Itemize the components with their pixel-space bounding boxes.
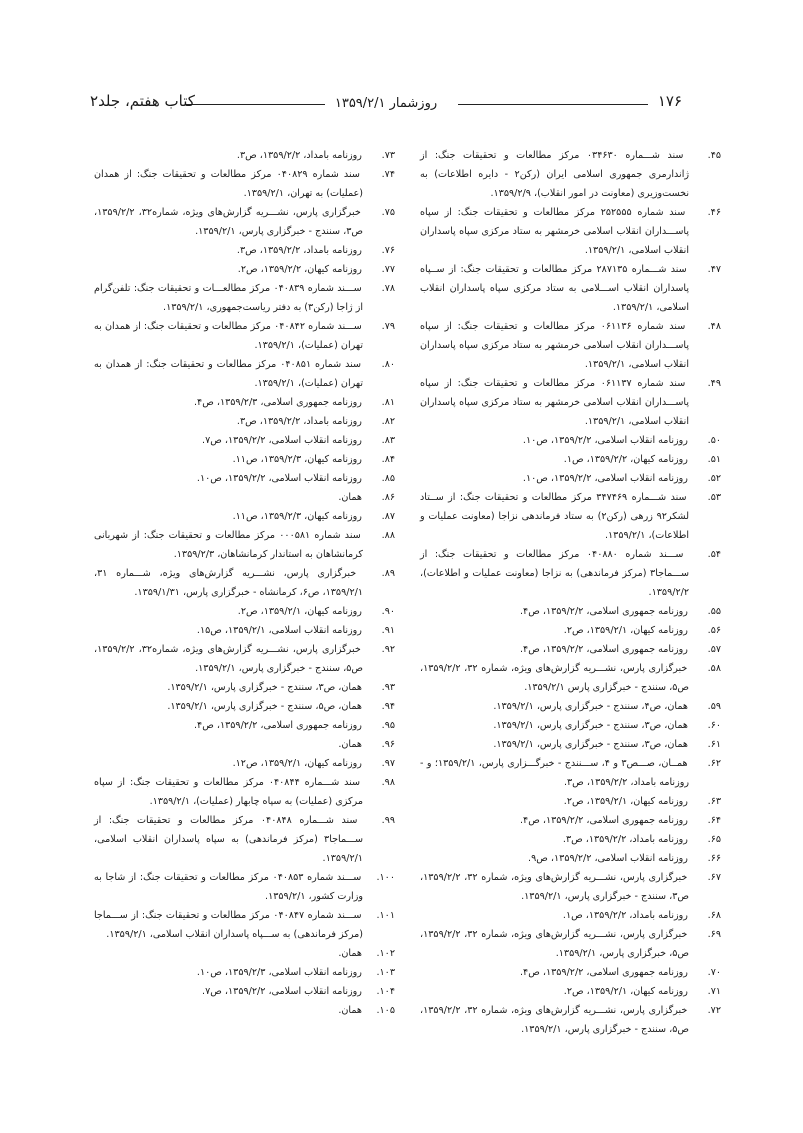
footnote [94,526,395,564]
footnote-text: روزنامه بامداد، ۱۳۵۹/۲/۲، ص۱. [562,910,688,921]
header-rule-left [185,104,325,105]
footnote [94,564,395,602]
footnote-text: همان، ص۴، سنندج - خبرگزاری پارس، ۱۳۵۹/۲/۱. [493,701,688,712]
footnote-number: ۶۵. [707,834,721,845]
footnote-text: روزنامه بامداد، ۱۳۵۹/۲/۲، ص۳. [236,150,362,161]
footnote [420,469,721,488]
footnote-text: همان. [338,492,362,503]
footnote-text: روزنامه انقلاب اسلامی، ۱۳۵۹/۲/۱، ص۱۵. [196,625,362,636]
footnote-number: ۹۱. [381,625,395,636]
footnote-text: روزنامه کیهان، ۱۳۵۹/۲/۱، ص۲. [563,986,688,997]
footnote-text: روزنامه انقلاب اسلامی، ۱۳۵۹/۲/۲، ص۱۰. [196,473,362,484]
footnote-text: روزنامه کیهان، ۱۳۵۹/۲/۲، ص۱. [563,454,688,465]
page-number: ۱۷۶ [657,92,682,110]
footnote-number: ۷۰. [707,967,721,978]
footnote-text: همان. [338,739,362,750]
footnote-text: همان، ص۳، سنندج - خبرگزاری پارس، ۱۳۵۹/۲/۱. [493,720,688,731]
footnote-text: سند شماره ۰۶۱۱۳۷ مرکز مطالعات و تحقیقات جنگ: از سپاه پاســـداران انقلاب اسلامی خرمشهر به ستاد مرکزی سپاه پاسداران انقلاب اسلامی، ۱۳۵۹/۲/۱. [420,378,689,427]
footnote [94,146,395,165]
footnote-number: ۷۴. [381,169,395,180]
footnote-text: سند شـــماره ۳۴۷۴۶۹ مرکز مطالعات و تحقیقات جنگ: از ســتاد لشکر۹۲ زرهی (رکن۲) به ستاد فرماندهی نزاجا (معاونت عملیات و اطلاعات)، ۱۳۵۹/۲/۱. [420,492,689,541]
footnote-text: ســـند شماره ۰۴۰۸۳۹ مرکز مطالعـــات و تحقیقات جنگ: تلفن‌گرام از ژاجا (رکن۳) به دفتر ریاست‌جمهوری، ۱۳۵۹/۲/۱. [94,283,363,313]
footnote-text: سند شـــماره ۰۳۴۶۳۰ مرکز مطالعات و تحقیقات جنگ: از ژاندارمری جمهوری اسلامی ایران (رکن۲ - دایره اطلاعات) به نخست‌وزیری (معاونت در امور انقلاب)، ۱۳۵۹/۲/۹. [420,150,689,199]
footnote-number: ۹۲. [381,644,395,655]
footnote-number: ۴۵. [707,150,721,161]
footnote [420,811,721,830]
footnote [94,716,395,735]
footnote-text: روزنامه انقلاب اسلامی، ۱۳۵۹/۲/۲، ص۷. [202,435,362,446]
footnote-number: ۶۷. [707,872,721,883]
footnote-number: ۹۴. [381,701,395,712]
footnote-number: ۱۰۰. [376,872,395,883]
footnote [94,678,395,697]
footnote-text: روزنامه انقلاب اسلامی، ۱۳۵۹/۲/۲، ص۹. [528,853,688,864]
footnote-number: ۴۶. [707,207,721,218]
footnote-number: ۹۳. [381,682,395,693]
footnote-number: ۷۶. [381,245,395,256]
footnote-number: ۷۷. [381,264,395,275]
footnote-text: روزنامه کیهان، ۱۳۵۹/۲/۱، ص۲. [563,796,688,807]
footnote [420,868,721,906]
footnote-text: روزنامه انقلاب اسلامی، ۱۳۵۹/۲/۲، ص۷. [202,986,362,997]
footnote [94,431,395,450]
footnote-text: سند شماره ۰۴۰۸۲۹ مرکز مطالعات و تحقیقات جنگ: از همدان (عملیات) به تهران، ۱۳۵۹/۲/۱. [94,169,363,199]
footnote [94,773,395,811]
footnote-number: ۸۷. [381,511,395,522]
footnote-number: ۸۲. [381,416,395,427]
footnote-text: سند شماره ۲۵۲۵۵۵ مرکز مطالعات و تحقیقات جنگ: از سپاه پاســـداران انقلاب اسلامی خرمشهر به ستاد مرکزی سپاه پاسداران انقلاب اسلامی، ۱۳۵۹/۲/۱. [420,207,689,256]
notes-column-right [420,146,721,1039]
footnote-text: همان. [338,948,362,959]
footnote [94,640,395,678]
footnote [420,545,721,602]
footnote-number: ۴۹. [707,378,721,389]
footnote [420,374,721,431]
footnote [94,602,395,621]
footnote-number: ۷۲. [707,1005,721,1016]
footnote-text: همان. [338,1005,362,1016]
footnote-text: سند شماره ۰۴۰۸۵۱ مرکز مطالعات و تحقیقات جنگ: از همدان به تهران (عملیات)، ۱۳۵۹/۲/۱. [94,359,363,389]
footnote-number: ۶۲. [707,758,721,769]
footnote [420,203,721,260]
footnote-text: ســـند شماره ۰۴۰۸۵۳ مرکز مطالعات و تحقیقات جنگ: از شاجا به وزارت کشور، ۱۳۵۹/۲/۱. [94,872,363,902]
footnote-number: ۷۳. [381,150,395,161]
footnote [420,754,721,792]
footnote [420,488,721,545]
footnote-text: همــان، صـــص۳ و ۴، ســـنندج - خبرگـــزاری پارس، ۱۳۵۹/۲/۱؛ و - روزنامه بامداد، ۱۳۵۹/۲/۲، ص۳. [420,758,689,788]
footnote-number: ۵۸. [707,663,721,674]
footnote-number: ۵۹. [707,701,721,712]
footnote [94,906,395,944]
footnote-number: ۵۴. [707,549,721,560]
footnote-text: روزنامه کیهان، ۱۳۵۹/۲/۱، ص۱۲. [232,758,362,769]
footnote-number: ۶۸. [707,910,721,921]
footnote-number: ۸۶. [381,492,395,503]
footnote-number: ۴۸. [707,321,721,332]
footnote-number: ۱۰۳. [376,967,395,978]
footnote [94,355,395,393]
footnote-text: روزنامه انقلاب اسلامی، ۱۳۵۹/۲/۳، ص۱۰. [196,967,362,978]
footnote-number: ۷۸. [381,283,395,294]
footnote-text: سند شماره ۰۰۰۵۸۱ مرکز مطالعات و تحقیقات جنگ: از شهربانی کرمانشاهان به استاندار کرمانشاهان، ۱۳۵۹/۲/۳. [94,530,363,560]
footnote-text: روزنامه جمهوری اسلامی، ۱۳۵۹/۲/۲، ص۴. [193,720,362,731]
footnote-text: روزنامه کیهان، ۱۳۵۹/۲/۳، ص۱۱. [232,511,362,522]
footnote-text: سند شـــماره ۰۴۰۸۴۴ مرکز مطالعات و تحقیقات جنگ: از سپاه مرکزی (عملیات) به سپاه چابهار (عملیات)، ۱۳۵۹/۲/۱. [94,777,363,807]
footnote [420,317,721,374]
footnote-text: روزنامه جمهوری اسلامی، ۱۳۵۹/۲/۲، ص۴. [519,606,688,617]
footnote [420,602,721,621]
footnote [94,735,395,754]
footnote [420,431,721,450]
footnote-number: ۸۳. [381,435,395,446]
date-label: روزشمار ۱۳۵۹/۲/۱ [327,96,445,111]
footnote [420,640,721,659]
footnote-number: ۷۱. [707,986,721,997]
footnote [94,450,395,469]
footnote [420,925,721,963]
footnote-number: ۷۹. [381,321,395,332]
footnote [94,469,395,488]
footnote [420,830,721,849]
footnote-text: همان، ص۵، سنندج - خبرگزاری پارس، ۱۳۵۹/۲/۱. [167,701,362,712]
footnote-number: ۹۸. [381,777,395,788]
footnote-number: ۱۰۲. [376,948,395,959]
footnote [420,963,721,982]
footnote-number: ۱۰۵. [376,1005,395,1016]
footnote [94,982,395,1001]
notes-column-left [94,146,395,1020]
footnote [94,203,395,241]
footnote-number: ۸۱. [381,397,395,408]
footnote-text: سند شـــماره ۰۴۰۸۴۸ مرکز مطالعات و تحقیقات جنگ: از ســـماجا۳ (مرکز فرماندهی) به سپاه پاسداران انقلاب اسلامی، ۱۳۵۹/۲/۱. [94,815,363,864]
footnote-text: سند شماره ۰۶۱۱۳۶ مرکز مطالعات و تحقیقات جنگ: از سپاه پاســـداران انقلاب اسلامی خرمشهر به ستاد مرکزی سپاه پاسداران انقلاب اسلامی، ۱۳۵۹/۲/۱. [420,321,689,370]
footnote-number: ۱۰۱. [376,910,395,921]
footnote [420,849,721,868]
footnote-number: ۵۲. [707,473,721,484]
footnote [94,944,395,963]
footnote-text: همان، ص۳، سنندج - خبرگزاری پارس، ۱۳۵۹/۲/۱. [493,739,688,750]
footnote-number: ۸۴. [381,454,395,465]
footnote [420,735,721,754]
footnote-number: ۸۸. [381,530,395,541]
footnote-text: روزنامه انقلاب اسلامی، ۱۳۵۹/۲/۲، ص۱۰. [522,473,688,484]
footnote [94,279,395,317]
footnote [420,659,721,697]
footnote-number: ۵۷. [707,644,721,655]
footnote-text: ســـند شماره ۰۴۰۸۴۷ مرکز مطالعات و تحقیقات جنگ: از ســـماجا (مرکز فرماندهی) به ســـپاه پاسداران انقلاب اسلامی، ۱۳۵۹/۲/۱. [94,910,363,940]
footnote [94,412,395,431]
footnote-text: خبرگزاری پارس، نشـــریه گزارش‌های ویژه، شـــماره ۳۱، ۱۳۵۹/۲/۱، ص۶، کرمانشاه - خبرگزاری پارس، ۱۳۵۹/۱/۳۱. [94,568,363,598]
footnote-text: خبرگزاری پارس، نشـــریه گزارش‌های ویژه، شماره ۳۲، ۱۳۵۹/۲/۲، ص۵، سنندج - خبرگزاری پارس، ۱۳۵۹/۲/۱. [420,1005,689,1035]
footnote-number: ۶۳. [707,796,721,807]
footnote [94,260,395,279]
footnote [94,1001,395,1020]
footnote [420,697,721,716]
footnote-text: خبرگزاری پارس، نشـــریه گزارش‌های ویژه، شماره ۳۲، ۱۳۵۹/۲/۲، ص۵، سنندج - خبرگزاری پارس ۱۳۵۹/۲/۱. [420,663,689,693]
footnote-text: روزنامه جمهوری اسلامی، ۱۳۵۹/۲/۳، ص۴. [193,397,362,408]
footnote-number: ۶۴. [707,815,721,826]
footnote-text: روزنامه بامداد، ۱۳۵۹/۲/۲، ص۳. [236,245,362,256]
footnote-text: همان، ص۳، سنندج - خبرگزاری پارس، ۱۳۵۹/۲/۱. [167,682,362,693]
footnote [420,982,721,1001]
footnote [94,488,395,507]
footnote-text: روزنامه کیهان، ۱۳۵۹/۲/۲، ص۲. [237,264,362,275]
footnote-number: ۵۱. [707,454,721,465]
footnote-text: روزنامه کیهان، ۱۳۵۹/۲/۱، ص۲. [563,625,688,636]
footnote-number: ۸۹. [381,568,395,579]
footnote [94,621,395,640]
footnote-text: روزنامه کیهان، ۱۳۵۹/۲/۳، ص۱۱. [232,454,362,465]
footnote-number: ۶۶. [707,853,721,864]
footnote-number: ۵۳. [707,492,721,503]
footnote [94,697,395,716]
footnote [94,165,395,203]
footnote-text: خبرگزاری پارس، نشـــریه گزارش‌های ویژه، شماره۳۲، ۱۳۵۹/۲/۲، ص۳، سنندج - خبرگزاری پارس، ۱۳۵۹/۲/۱. [94,207,363,237]
footnote-text: خبرگزاری پارس، نشـــریه گزارش‌های ویژه، شماره ۳۲، ۱۳۵۹/۲/۲، ص۵، خبرگزاری پارس، ۱۳۵۹/۲/۱. [420,929,689,959]
footnote [94,868,395,906]
footnote [420,621,721,640]
footnote-text: روزنامه کیهان، ۱۳۵۹/۲/۱، ص۲. [237,606,362,617]
footnote-number: ۵۵. [707,606,721,617]
footnote-number: ۹۰. [381,606,395,617]
footnote [420,716,721,735]
footnote [94,393,395,412]
footnote-number: ۴۷. [707,264,721,275]
footnote [94,754,395,773]
footnote [420,792,721,811]
footnote-number: ۶۹. [707,929,721,940]
footnote-text: روزنامه بامداد، ۱۳۵۹/۲/۲، ص۳. [562,834,688,845]
footnote-number: ۷۵. [381,207,395,218]
book-title: کتاب هفتم، جلد۲ [90,92,195,110]
footnote-text: روزنامه جمهوری اسلامی، ۱۳۵۹/۲/۲، ص۴. [519,967,688,978]
footnote-text: خبرگزاری پارس، نشـــریه گزارش‌های ویژه، شماره ۳۲، ۱۳۵۹/۲/۲، ص۳، سنندج - خبرگزاری پارس، ۱۳۵۹/۲/۱. [420,872,689,902]
footnote-text: روزنامه بامداد، ۱۳۵۹/۲/۲، ص۳. [236,416,362,427]
footnote [420,260,721,317]
footnote-number: ۹۹. [381,815,395,826]
footnote [420,906,721,925]
footnote-text: روزنامه جمهوری اسلامی، ۱۳۵۹/۲/۲، ص۴. [519,644,688,655]
footnote [94,811,395,868]
footnote [94,963,395,982]
footnote-number: ۸۰. [381,359,395,370]
footnote-number: ۹۵. [381,720,395,731]
footnote-number: ۵۶. [707,625,721,636]
footnote-number: ۵۰. [707,435,721,446]
footnote-text: خبرگزاری پارس، نشـــریه گزارش‌های ویژه، شماره۳۲، ۱۳۵۹/۲/۲، ص۵، سنندج - خبرگزاری پارس، ۱۳۵۹/۲/۱. [94,644,363,674]
footnote-text: ســـند شماره ۰۴۰۸۴۲ مرکز مطالعات و تحقیقات جنگ: از همدان به تهران (عملیات)، ۱۳۵۹/۲/۱. [94,321,363,351]
page-header [90,88,682,118]
footnote [420,450,721,469]
footnote [420,1001,721,1039]
footnote [94,507,395,526]
footnote-text: ســـند شماره ۰۴۰۸۸۰ مرکز مطالعات و تحقیقات جنگ: از ســـماجا۳ (مرکز فرماندهی) به نزاجا (معاونت عملیات و اطلاعات)، ۱۳۵۹/۲/۲. [420,549,689,598]
footnote-number: ۶۱. [707,739,721,750]
footnote-text: روزنامه جمهوری اسلامی، ۱۳۵۹/۲/۲، ص۴. [519,815,688,826]
footnote-text: سند شـــماره ۲۸۷۱۳۵ مرکز مطالعات و تحقیقات جنگ: از ســپاه پاسداران انقلاب اســـلامی به ستاد مرکزی سپاه پاسداران انقلاب اسلامی، ۱۳۵۹/۲/۱. [420,264,689,313]
footnote [94,317,395,355]
footnote-number: ۸۵. [381,473,395,484]
footnote-number: ۱۰۴. [376,986,395,997]
footnote-number: ۹۷. [381,758,395,769]
footnote-number: ۹۶. [381,739,395,750]
footnote [94,241,395,260]
footnote-text: روزنامه انقلاب اسلامی، ۱۳۵۹/۲/۲، ص۱۰. [522,435,688,446]
footnote [420,146,721,203]
footnote-number: ۶۰. [707,720,721,731]
